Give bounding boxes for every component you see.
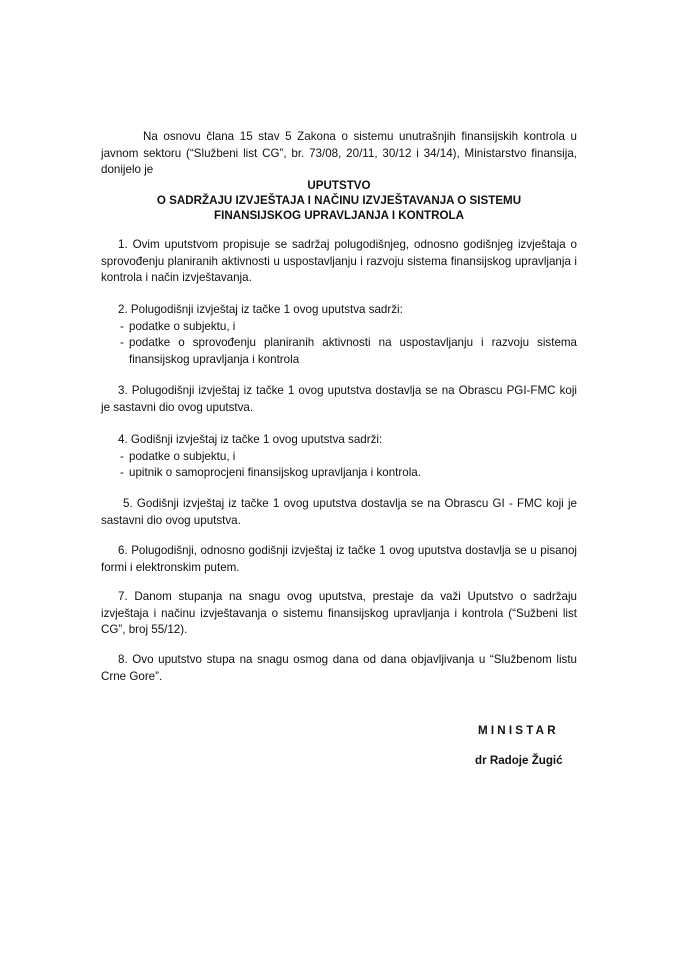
list-item (101, 335, 577, 368)
paragraph-1: 1. Ovim uputstvom propisuje se sadržaj polugodišnjeg, odnosno godišnjeg izvještaja o sprovođenju planiranih aktivnosti u uspostavljanju i razvoju sistema finansijskog upravljanja i kontrola i način izvještavanja. (101, 238, 577, 285)
document-heading (101, 178, 577, 224)
paragraph-8: 8. Ovo uputstvo stupa na snagu osmog dana od dana objavljivanja u “Službenom listu Crne Gore”. (101, 653, 577, 683)
paragraph-4 (101, 432, 577, 482)
signature-title: MINISTAR (478, 724, 559, 737)
heading-subtitle-line-2: FINANSIJSKOG UPRAVLJANJA I KONTROLA (214, 209, 464, 223)
list-item (101, 319, 577, 336)
paragraph-6: 6. Polugodišnji, odnosno godišnji izvještaj iz tačke 1 ovog uputstva dostavlja se u pisanoj formi i elektronskim putem. (101, 544, 577, 574)
list-dash: - (120, 449, 124, 463)
list-item (101, 449, 577, 466)
heading-subtitle-line-1: O SADRŽAJU IZVJEŠTAJA I NAČINU IZVJEŠTAVANJA O SISTEMU (156, 194, 522, 208)
list-dash: - (120, 336, 124, 350)
list-item-text: podatke o subjektu, i (129, 449, 236, 463)
list-item-text: upitnik o samoprocjeni finansijskog upravljanja i kontrola. (129, 466, 421, 480)
paragraph-2-lead: 2. Polugodišnji izvještaj iz tačke 1 ovog uputstva sadrži: (118, 303, 403, 316)
paragraph-3: 3. Polugodišnji izvještaj iz tačke 1 ovog uputstva dostavlja se na Obrascu PGI-FMC koji je sastavni dio ovog uputstva. (101, 384, 577, 414)
paragraph-7: 7. Danom stupanja na snagu ovog uputstva, prestaje da važi Uputstvo o sadržaju izvještaja i načinu izvještavanja o sistemu finansijskog upravljanja i kontrola (“Sužbeni list CG”, broj 55/12). (101, 590, 577, 637)
paragraph-5: 5. Godišnji izvještaj iz tačke 1 ovog uputstva dostavlja se na Obrascu GI - FMC koji je sastavni dio ovog uputstva. (101, 497, 577, 527)
list-item-text: podatke o sprovođenju planiranih aktivnosti na uspostavljanju i razvoju sistema finansijskog upravljanja i kontrola (129, 336, 577, 366)
heading-title: UPUTSTVO (307, 179, 371, 192)
intro-paragraph: Na osnovu člana 15 stav 5 Zakona o sistemu unutrašnjih finansijskih kontrola u javnom sektoru (“Službeni list CG”, br. 73/08, 20/11, 30/12 i 34/14), Ministarstvo finansija, donijelo je (101, 130, 577, 177)
paragraph-4-lead: 4. Godišnji izvještaj iz tačke 1 ovog uputstva sadrži: (118, 433, 383, 446)
signature-name: dr Radoje Žugić (475, 754, 563, 767)
paragraph-2 (101, 302, 577, 368)
list-dash: - (120, 319, 124, 333)
list-item (101, 465, 577, 482)
list-dash: - (120, 466, 124, 480)
list-item-text: podatke o subjektu, i (129, 319, 236, 333)
